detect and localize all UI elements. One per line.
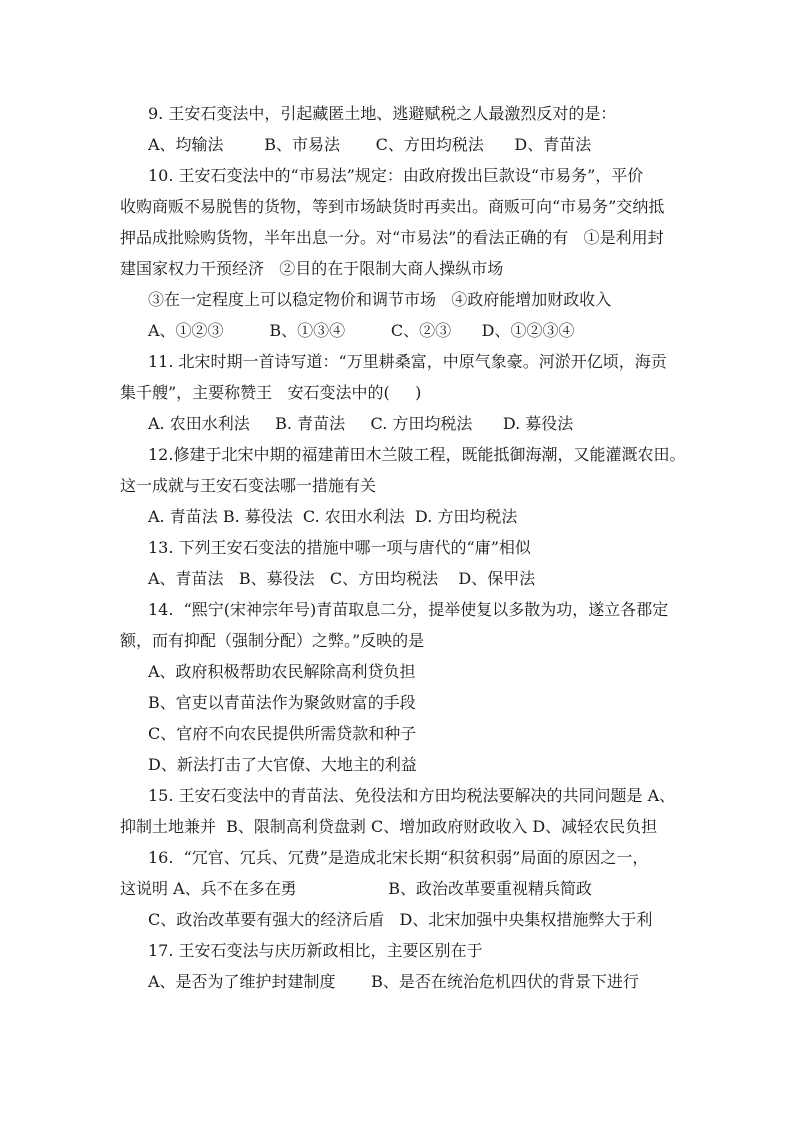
question-14-stem-cont: 额，而有抑配（强制分配）之弊。”反映的是 xyxy=(120,631,425,650)
question-14-option-c: C、官府不向农民提供所需贷款和种子 xyxy=(148,724,417,743)
question-17-stem: 17. 王安石变法与庆历新政相比，主要区别在于 xyxy=(148,941,483,960)
question-12-stem-cont: 这一成就与王安石变法哪一措施有关 xyxy=(120,476,377,495)
question-17-options: A、是否为了维护封建制度 B、是否在统治危机四伏的背景下进行 xyxy=(148,972,639,991)
question-13-stem: 13. 下列王安石变法的措施中哪一项与唐代的“庸”相似 xyxy=(148,538,531,557)
question-16-stem: 16. “冗官、冗兵、冗费”是造成北宋长期“积贫积弱”局面的原因之一， xyxy=(148,848,649,867)
question-9-options: A、均输法 B、市易法 C、方田均税法 D、青苗法 xyxy=(148,135,592,154)
question-10-stem-cont: 建国家权力干预经济 ②目的在于限制大商人操纵市场 xyxy=(120,259,504,278)
question-10-statements: ③在一定程度上可以稳定物价和调节市场 ④政府能增加财政收入 xyxy=(148,290,612,309)
question-10-stem-cont: 收购商贩不易脱售的货物，等到市场缺货时再卖出。商贩可向“市易务”交纳抵 xyxy=(120,197,665,216)
question-16-options-cont: C、政治改革要有强大的经济后盾 D、北宋加强中央集权措施弊大于利 xyxy=(148,910,653,929)
question-9-stem: 9. 王安石变法中，引起藏匿土地、逃避赋税之人最激烈反对的是： xyxy=(148,104,617,123)
question-10-stem: 10. 王安石变法中的“市易法”规定：由政府拨出巨款设“市易务”，平价 xyxy=(148,166,644,185)
question-15-stem: 15. 王安石变法中的青苗法、免役法和方田均税法要解决的共同问题是 A、 xyxy=(148,786,676,805)
question-13-options: A、青苗法 B、募役法 C、方田均税法 D、保甲法 xyxy=(148,569,536,588)
question-11-stem: 11. 北宋时期一首诗写道：“万里耕桑富，中原气象豪。河淤开亿顷，海贡 xyxy=(148,352,667,371)
question-10-options: A、①②③ B、①③④ C、②③ D、①②③④ xyxy=(148,321,575,340)
question-15-options: 抑制土地兼并 B、限制高利贷盘剥 C、增加政府财政收入 D、减轻农民负担 xyxy=(120,817,658,836)
question-14-option-b: B、官吏以青苗法作为聚敛财富的手段 xyxy=(148,693,416,712)
question-12-stem: 12.修建于北宋中期的福建莆田木兰陂工程，既能抵御海潮，又能灌溉农田。 xyxy=(148,445,686,464)
question-14-option-d: D、新法打击了大官僚、大地主的利益 xyxy=(148,755,417,774)
question-14-stem: 14. “熙宁(宋神宗年号)青苗取息二分，提举使复以多散为功，遂立各郡定 xyxy=(148,600,669,619)
question-11-stem-cont: 集千艘”，主要称赞王 安石变法中的( ) xyxy=(120,383,422,402)
question-12-options: A. 青苗法 B. 募役法 C. 农田水利法 D. 方田均税法 xyxy=(148,507,518,526)
question-14-option-a: A、政府积极帮助农民解除高利贷负担 xyxy=(148,662,416,681)
question-10-stem-cont: 押品成批赊购货物，半年出息一分。对“市易法”的看法正确的有 ①是利用封 xyxy=(120,228,664,247)
question-11-options: A. 农田水利法 B. 青苗法 C. 方田均税法 D. 募役法 xyxy=(148,414,574,433)
question-16-options: 这说明 A、兵不在多在勇 B、政治改革要重视精兵简政 xyxy=(120,879,592,898)
